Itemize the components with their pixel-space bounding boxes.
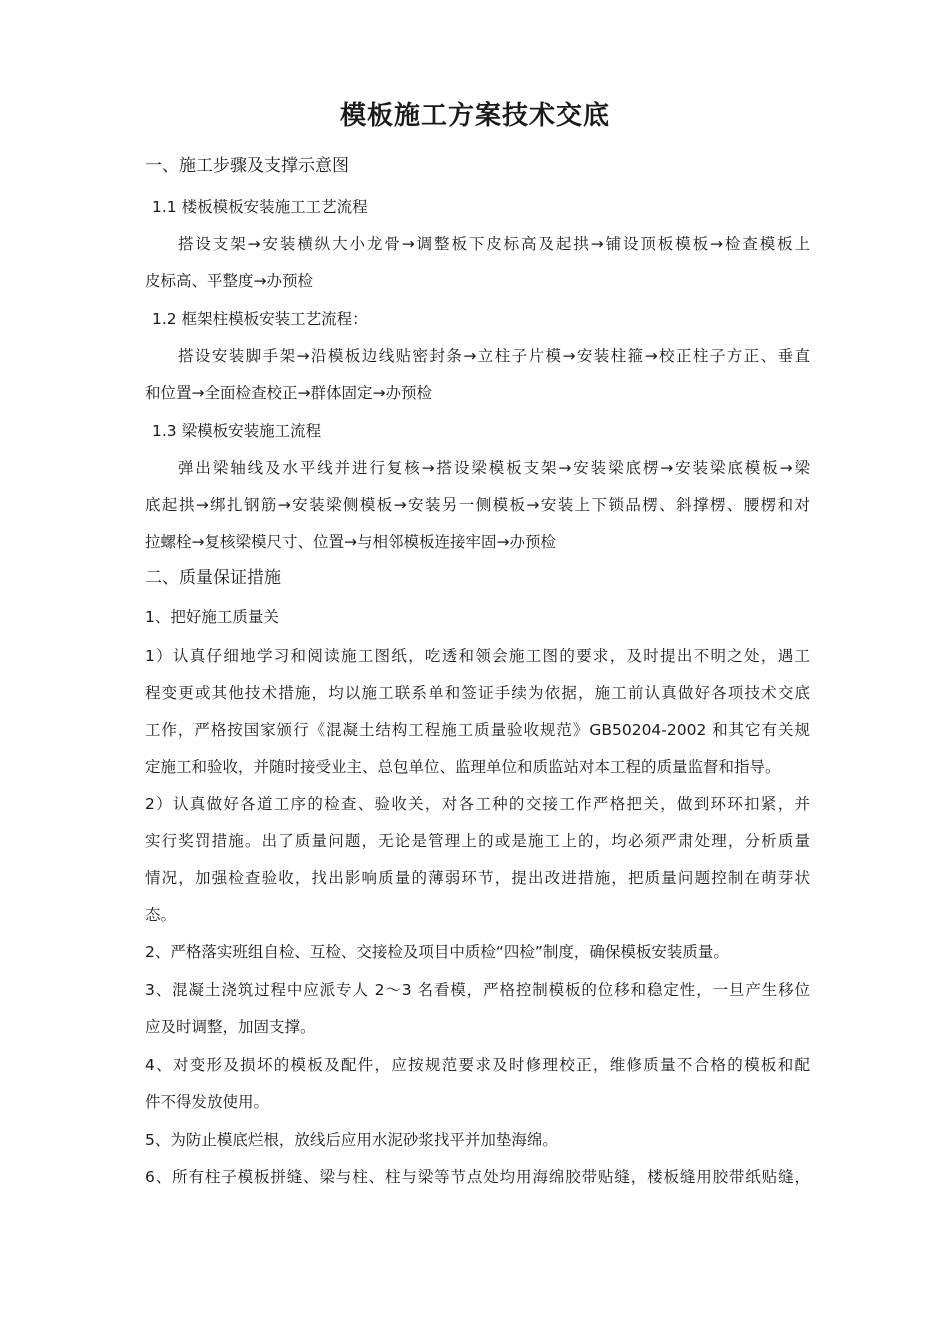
section-heading-2: 二、质量保证措施 bbox=[145, 568, 281, 588]
paragraph-line: 底起拱→绑扎钢筋→安装梁侧模板→安装另一侧模板→安装上下锁品楞、斜撑楞、腰楞和对 bbox=[145, 496, 810, 514]
paragraph-line: 搭设支架→安装横纵大小龙骨→调整板下皮标高及起拱→铺设顶板模板→检查模板上 bbox=[178, 235, 810, 253]
subsection-heading-1-2: 1.2 框架柱模板安装工艺流程： bbox=[152, 310, 368, 328]
section-heading-1: 一、施工步骤及支撑示意图 bbox=[145, 156, 349, 176]
paragraph-line: 情况，加强检查验收，找出影响质量的薄弱环节，提出改进措施，把质量问题控制在萌芽状 bbox=[145, 869, 810, 887]
paragraph-line: 6、所有柱子模板拼缝、梁与柱、柱与梁等节点处均用海绵胶带贴缝，楼板缝用胶带纸贴缝， bbox=[145, 1168, 810, 1186]
paragraph-line: 1、把好施工质量关 bbox=[145, 608, 279, 626]
paragraph-line: 2）认真做好各道工序的检查、验收关，对各工种的交接工作严格把关，做到环环扣紧，并 bbox=[145, 795, 810, 813]
paragraph-line: 1）认真仔细地学习和阅读施工图纸，吃透和领会施工图的要求，及时提出不明之处，遇工 bbox=[145, 647, 810, 665]
paragraph-line: 定施工和验收，并随时接受业主、总包单位、监理单位和质监站对本工程的质量监督和指导。 bbox=[145, 758, 781, 776]
paragraph-line: 搭设安装脚手架→沿模板边线贴密封条→立柱子片模→安装柱箍→校正柱子方正、垂直 bbox=[178, 347, 810, 365]
paragraph-line: 程变更或其他技术措施，均以施工联系单和签证手续为依据，施工前认真做好各项技术交底 bbox=[145, 684, 810, 702]
paragraph-line: 皮标高、平整度→办预检 bbox=[145, 272, 313, 290]
paragraph-line: 弹出梁轴线及水平线并进行复核→搭设梁模板支架→安装梁底楞→安装梁底模板→梁 bbox=[178, 459, 810, 477]
paragraph-line: 2、严格落实班组自检、互检、交接检及项目中质检“四检”制度，确保模板安装质量。 bbox=[145, 943, 729, 961]
paragraph-line: 件不得发放使用。 bbox=[145, 1093, 270, 1111]
paragraph-line: 实行奖罚措施。出了质量问题，无论是管理上的或是施工上的，均必须严肃处理，分析质量 bbox=[145, 832, 810, 850]
paragraph-line: 工作，严格按国家颁行《混凝土结构工程施工质量验收规范》GB50204-2002 和其它有关规 bbox=[145, 721, 810, 739]
paragraph-line: 5、为防止模底烂根，放线后应用水泥砂浆找平并加垫海绵。 bbox=[145, 1131, 558, 1149]
paragraph-line: 和位置→全面检查校正→群体固定→办预检 bbox=[145, 384, 432, 402]
subsection-heading-1-3: 1.3 梁模板安装施工流程 bbox=[152, 422, 322, 440]
paragraph-line: 3、混凝土浇筑过程中应派专人 2～3 名看模，严格控制模板的位移和稳定性，一旦产生移位 bbox=[145, 981, 810, 999]
paragraph-line: 应及时调整，加固支撑。 bbox=[145, 1018, 316, 1036]
paragraph-line: 拉螺栓→复核梁模尺寸、位置→与相邻模板连接牢固→办预检 bbox=[145, 533, 556, 551]
subsection-heading-1-1: 1.1 楼板模板安装施工工艺流程 bbox=[152, 198, 368, 216]
document-title: 模板施工方案技术交底 bbox=[339, 101, 610, 131]
paragraph-line: 态。 bbox=[145, 906, 177, 924]
paragraph-line: 4、对变形及损坏的模板及配件，应按规范要求及时修理校正，维修质量不合格的模板和配 bbox=[145, 1056, 810, 1074]
